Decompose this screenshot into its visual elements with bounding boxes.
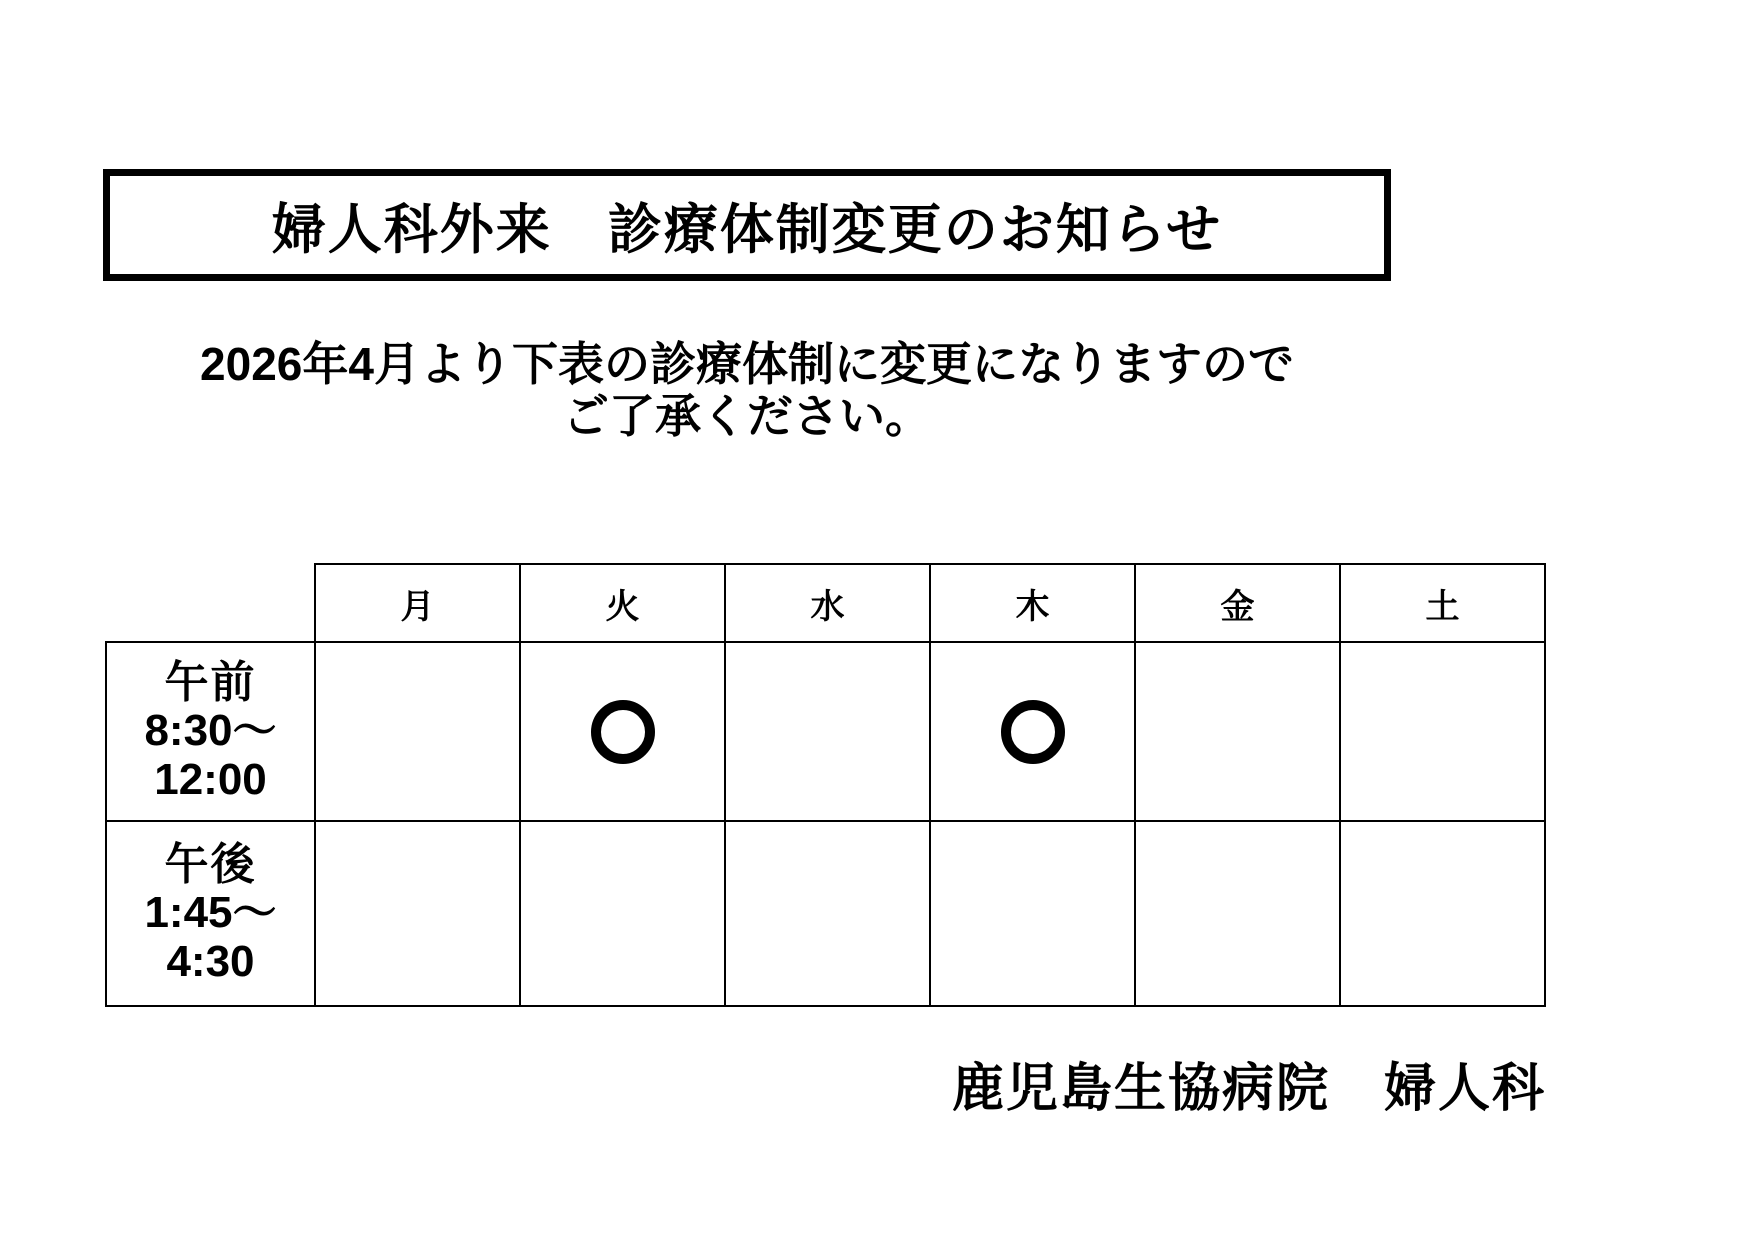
day-header-row: [106, 564, 1545, 642]
page-title: 婦人科外来 診療体制変更のお知らせ: [271, 199, 1223, 260]
cell-morning-wed: [725, 642, 930, 821]
cell-morning-thu: [930, 642, 1135, 821]
afternoon-label: 午後: [164, 839, 257, 889]
day-header-tue: 火: [520, 564, 725, 642]
day-header-fri: 金: [1135, 564, 1340, 642]
cell-afternoon-fri: [1135, 821, 1340, 1006]
afternoon-row: [106, 821, 1545, 1006]
day-header-sat: 土: [1340, 564, 1545, 642]
cell-afternoon-thu: [930, 821, 1135, 1006]
cell-morning-fri: [1135, 642, 1340, 821]
title-box: [103, 169, 1391, 281]
afternoon-end-time: 4:30: [166, 936, 255, 986]
cell-afternoon-sat: [1340, 821, 1545, 1006]
cell-morning-tue: [520, 642, 725, 821]
afternoon-start-time: 1:45～: [144, 888, 277, 938]
open-circle-mark: [591, 700, 655, 764]
cell-morning-sat: [1340, 642, 1545, 821]
subtitle: [103, 338, 1391, 443]
morning-end-time: 12:00: [154, 754, 267, 804]
subtitle-line-2: ご了承ください。: [563, 390, 931, 443]
subtitle-line-1: 2026年4月より下表の診療体制に変更になりますので: [200, 338, 1294, 390]
day-header-wed: 水: [725, 564, 930, 642]
cell-morning-mon: [315, 642, 520, 821]
morning-label: 午前: [164, 657, 257, 707]
morning-row: [106, 642, 1545, 821]
cell-afternoon-mon: [315, 821, 520, 1006]
day-header-mon: 月: [315, 564, 520, 642]
corner-empty-cell: [106, 564, 315, 642]
morning-start-time: 8:30～: [144, 706, 277, 756]
cell-afternoon-tue: [520, 821, 725, 1006]
row-label-morning: [106, 642, 315, 821]
cell-afternoon-wed: [725, 821, 930, 1006]
schedule-table: [105, 563, 1546, 1007]
day-header-thu: 木: [930, 564, 1135, 642]
footer-signature: 鹿児島生協病院 婦人科: [951, 1060, 1546, 1118]
open-circle-mark: [1001, 700, 1065, 764]
row-label-afternoon: [106, 821, 315, 1006]
